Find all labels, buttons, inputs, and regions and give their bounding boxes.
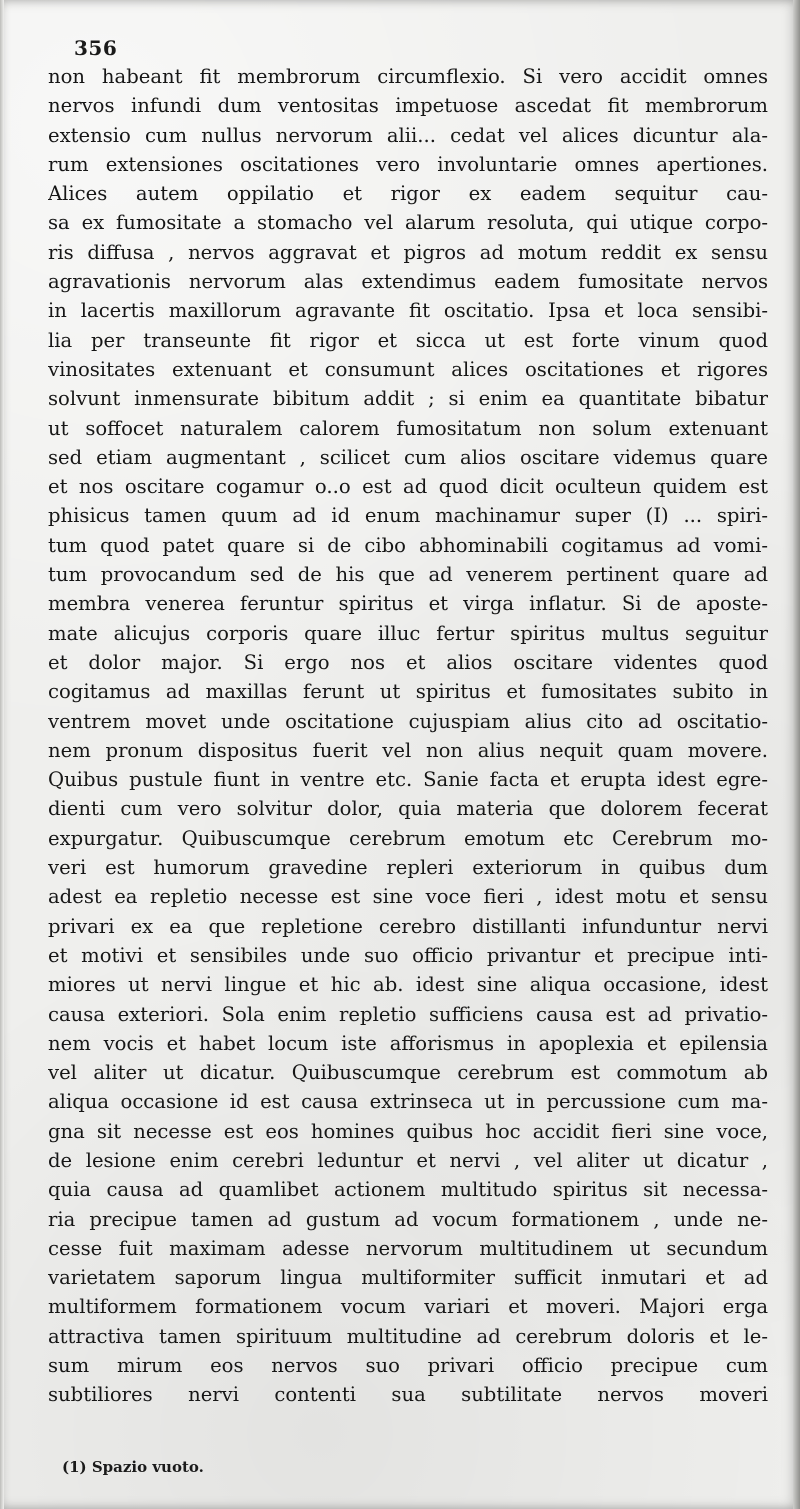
text-line: causa exteriori. Sola enim repletio sufficiens causa est ad privatio- [48, 1002, 768, 1026]
text-line: nervos infundi dum ventositas impetuose ascedat fit membrorum [48, 94, 768, 118]
text-line: mate alicujus corporis quare illuc fertur spiritus multus seguitur [48, 621, 768, 645]
text-line: agravationis nervorum alas extendimus eadem fumositate nervos [48, 270, 768, 294]
text-line: et nos oscitare cogamur o..o est ad quod dicit oculteun quidem est [48, 475, 768, 499]
text-line: privari ex ea que repletione cerebro distillanti infunduntur nervi [48, 914, 768, 938]
text-line: miores ut nervi lingue et hic ab. idest sine aliqua occasione, idest [48, 973, 768, 997]
text-line: lia per transeunte fit rigor et sicca ut est forte vinum quod [48, 328, 768, 352]
text-line: extensio cum nullus nervorum alii... cedat vel alices dicuntur ala- [48, 123, 768, 147]
text-line: in lacertis maxillorum agravante fit oscitatio. Ipsa et loca sensibi- [48, 299, 768, 323]
text-line: et motivi et sensibiles unde suo officio privantur et precipue inti- [48, 943, 768, 967]
text-line: gna sit necesse est eos homines quibus hoc accidit fieri sine voce, [48, 1119, 768, 1143]
text-line: de lesione enim cerebri leduntur et nervi , vel aliter ut dicatur , [48, 1148, 768, 1172]
text-line: cesse fuit maximam adesse nervorum multitudinem ut secundum [48, 1236, 768, 1260]
text-line: et dolor major. Si ergo nos et alios oscitare videntes quod [48, 650, 768, 674]
text-line: subtiliores nervi contenti sua subtilitate nervos moveri [48, 1383, 768, 1407]
text-line: ventrem movet unde oscitatione cujuspiam alius cito ad oscitatio- [48, 709, 768, 733]
text-line: sa ex fumositate a stomacho vel alarum resoluta, qui utique corpo- [48, 211, 768, 235]
text-line: solvunt inmensurate bibitum addit ; si enim ea quantitate bibatur [48, 387, 768, 411]
text-line: aliqua occasione id est causa extrinseca ut in percussione cum ma- [48, 1090, 768, 1114]
text-line: vel aliter ut dicatur. Quibuscumque cerebrum est commotum ab [48, 1061, 768, 1085]
text-line: Alices autem oppilatio et rigor ex eadem sequitur cau- [48, 182, 768, 206]
text-line: multiformem formationem vocum variari et moveri. Majori erga [48, 1295, 768, 1319]
text-line: nem vocis et habet locum iste afforismus in apoplexia et epilensia [48, 1031, 768, 1055]
text-line: cogitamus ad maxillas ferunt ut spiritus et fumositates subito in [48, 680, 768, 704]
page-right-edge [793, 0, 800, 1509]
text-line: Quibus pustule fiunt in ventre etc. Sanie facta et erupta idest egre- [48, 768, 768, 792]
text-line: phisicus tamen quum ad id enum machinamur super (I) ... spiri- [48, 504, 768, 528]
text-line: ria precipue tamen ad gustum ad vocum formationem , unde ne- [48, 1207, 768, 1231]
text-line: attractiva tamen spirituum multitudine ad cerebrum doloris et le- [48, 1324, 768, 1348]
text-line: sed etiam augmentant , scilicet cum alios oscitare videmus quare [48, 445, 768, 469]
text-line: ris diffusa , nervos aggravat et pigros ad motum reddit ex sensu [48, 240, 768, 264]
page-number: 356 [74, 36, 118, 60]
text-line: dienti cum vero solvitur dolor, quia materia que dolorem fecerat [48, 797, 768, 821]
text-line: membra venerea feruntur spiritus et virga inflatur. Si de aposte- [48, 592, 768, 616]
text-line: tum provocandum sed de his que ad venerem pertinent quare ad [48, 563, 768, 587]
text-line: adest ea repletio necesse est sine voce fieri , idest motu et sensu [48, 885, 768, 909]
text-line: varietatem saporum lingua multiformiter sufficit inmutari et ad [48, 1266, 768, 1290]
text-line: tum quod patet quare si de cibo abhominabili cogitamus ad vomi- [48, 533, 768, 557]
text-line: expurgatur. Quibuscumque cerebrum emotum etc Cerebrum mo- [48, 826, 768, 850]
text-line: nem pronum dispositus fuerit vel non alius nequit quam movere. [48, 738, 768, 762]
body-text [48, 62, 768, 1410]
text-line: vinositates extenuant et consumunt alices oscitationes et rigores [48, 357, 768, 381]
page-left-edge [0, 0, 4, 1509]
footnote: (1) Spazio vuoto. [62, 1458, 204, 1476]
text-line: sum mirum eos nervos suo privari officio precipue cum [48, 1354, 768, 1378]
text-line: ut soffocet naturalem calorem fumositatum non solum extenuant [48, 416, 768, 440]
text-line: veri est humorum gravedine repleri exteriorum in quibus dum [48, 856, 768, 880]
text-line: rum extensiones oscitationes vero involuntarie omnes apertiones. [48, 152, 768, 176]
text-line: non habeant fit membrorum circumflexio. Si vero accidit omnes [48, 65, 768, 88]
text-line: quia causa ad quamlibet actionem multitudo spiritus sit necessa- [48, 1178, 768, 1202]
